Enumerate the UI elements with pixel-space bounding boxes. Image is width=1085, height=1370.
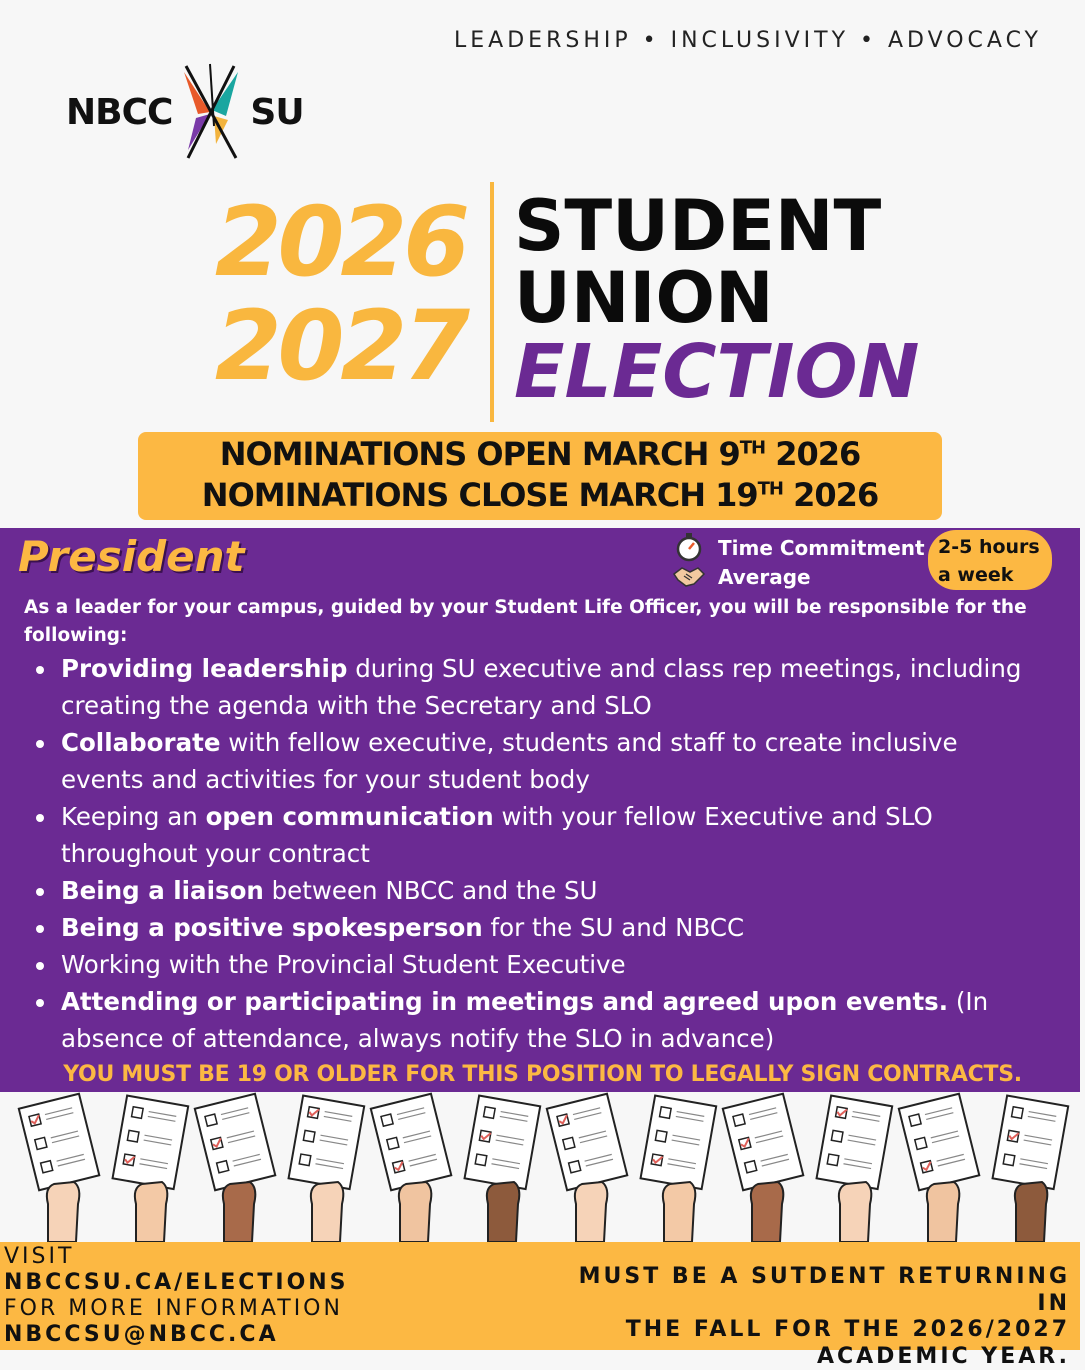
logo-text-left: NBCC (66, 91, 173, 133)
election-years (196, 186, 466, 402)
list-item: Being a positive spokesperson for the SU and NBCC (36, 909, 1046, 946)
returning-student-requirement: MUST BE A SUTDENT RETURNING IN THE FALL FOR THE 2026/2027 ACADEMIC YEAR. (578, 1264, 1070, 1369)
handshake-icon (672, 562, 706, 592)
email-link[interactable]: NBCCSU@NBCC.CA (4, 1322, 279, 1347)
website-link[interactable]: NBCCSU.CA/ELECTIONS (4, 1270, 349, 1295)
logo-mark-icon (176, 64, 246, 160)
age-requirement: YOU MUST BE 19 OR OLDER FOR THIS POSITION TO LEGALLY SIGN CONTRACTS. (63, 1062, 1022, 1087)
ballot-illustration-icon (0, 1092, 1080, 1242)
title-election: ELECTION (514, 329, 920, 415)
list-item: Working with the Provincial Student Executive (36, 946, 1046, 983)
contact-info: VISIT NBCCSU.CA/ELECTIONS FOR MORE INFORMATION NBCCSU@NBCC.CA (4, 1244, 349, 1347)
hours-badge: 2-5 hours a week (928, 530, 1052, 590)
headline-title (514, 185, 920, 415)
logo-text-right: SU (250, 91, 304, 133)
nominations-close: NOMINATIONS CLOSE MARCH 19TH 2026 (201, 476, 879, 514)
nominations-banner (138, 432, 942, 520)
tagline: LEADERSHIP • INCLUSIVITY • ADVOCACY (454, 28, 1042, 53)
title-union: UNION (514, 257, 774, 339)
list-item: Collaborate with fellow executive, students and staff to create inclusive events and activities for your student body (36, 724, 1046, 798)
footer (0, 1242, 1080, 1369)
role-intro: As a leader for your campus, guided by your Student Life Officer, you will be responsible for the following: (24, 597, 1027, 646)
nominations-open: NOMINATIONS OPEN MARCH 9TH 2026 (219, 435, 861, 473)
role-title: President (18, 532, 245, 581)
nbcc-su-logo (66, 64, 304, 160)
responsibility-list (36, 650, 1046, 1057)
stopwatch-icon (672, 532, 706, 562)
headline-divider (490, 182, 494, 422)
time-commitment-label: Time Commitment Average (718, 536, 925, 589)
year-end: 2027 (214, 290, 466, 402)
ballot-hands-illustration (0, 1092, 1080, 1242)
list-item: Attending or participating in meetings and agreed upon events. (In absence of attendance, always notify the SLO in advance) (36, 983, 1046, 1057)
list-item: Keeping an open communication with your fellow Executive and SLO throughout your contract (36, 798, 1046, 872)
role-section (0, 528, 1080, 1092)
list-item: Providing leadership during SU executive and class rep meetings, including creating the agenda with the Secretary and SLO (36, 650, 1046, 724)
title-student: STUDENT (514, 185, 882, 267)
year-start: 2026 (214, 186, 466, 298)
list-item: Being a liaison between NBCC and the SU (36, 872, 1046, 909)
